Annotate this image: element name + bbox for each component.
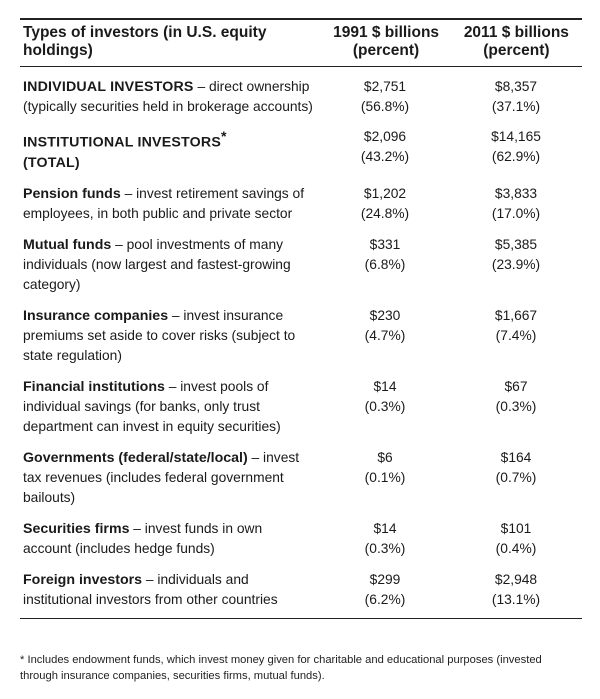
table-row [20,306,582,366]
percent-1991: (56.8%) [360,99,410,114]
row-category-total: (TOTAL) [23,154,80,171]
table-header-rule [20,66,582,67]
percent-1991: (6.8%) [364,256,406,272]
value-2011: $2,948 [494,571,538,587]
footnote-marker: * [221,129,227,145]
row-2011 [450,77,582,117]
percent-2011: (0.7%) [495,469,537,485]
row-description: – pool investments of many individuals (now largest and fastest-growing category) [23,236,291,292]
percent-1991: (0.3%) [364,398,406,414]
row-label [20,127,320,173]
row-1991 [320,519,450,559]
row-2011 [450,519,582,559]
table-row [20,377,582,437]
percent-2011: (0.3%) [495,398,537,414]
row-2011 [450,448,582,508]
value-2011: $101 [500,520,532,536]
value-1991: $6 [377,449,393,465]
row-label [20,306,320,366]
value-1991: $2,096 [363,129,407,144]
percent-2011: (17.0%) [491,205,541,221]
value-1991: $299 [369,571,401,587]
table-row [20,448,582,508]
percent-1991: (0.3%) [364,540,406,556]
row-label [20,184,320,224]
row-2011 [450,306,582,366]
percent-2011: (37.1%) [491,99,541,114]
value-1991: $331 [369,236,401,252]
row-2011 [450,570,582,610]
row-2011 [450,377,582,437]
row-label [20,235,320,295]
value-2011: $14,165 [491,129,541,144]
row-1991 [320,306,450,366]
table-row [20,570,582,610]
value-2011: $5,385 [494,236,538,252]
row-description: – invest pools of individual savings (for banks, only trust department can invest in equity securities) [23,378,281,434]
row-2011 [450,127,582,173]
row-description: – individuals and institutional investors from other countries [23,571,278,607]
row-label [20,448,320,508]
value-2011: $8,357 [494,79,538,94]
row-label [20,570,320,610]
row-category: Mutual funds [23,236,112,253]
row-1991 [320,184,450,224]
table-row [20,77,582,117]
header-2011-line1: 2011 $ billions [463,24,569,41]
value-2011: $1,667 [494,307,538,323]
row-1991 [320,127,450,173]
row-category: Insurance companies [23,307,169,324]
row-description: – direct ownership (typically securities held in brokerage accounts) [23,79,313,114]
row-description: – invest tax revenues (includes federal government bailouts) [23,449,300,505]
row-1991 [320,377,450,437]
row-category: INDIVIDUAL INVESTORS [23,79,194,95]
header-1991 [321,24,450,60]
table-row [20,519,582,559]
header-1991-line2: (percent) [352,42,420,59]
percent-2011: (0.4%) [495,540,537,556]
table-row [20,184,582,224]
row-2011 [450,235,582,295]
row-category: Securities firms [23,520,130,537]
value-1991: $14 [373,378,397,394]
row-2011 [450,184,582,224]
header-2011-line2: (percent) [483,42,550,59]
header-types: Types of investors (in U.S. equity holdings) [23,24,267,59]
header-1991-line1: 1991 $ billions [333,24,440,41]
value-2011: $164 [500,449,532,465]
row-1991 [320,77,450,117]
row-category: Pension funds [23,185,121,202]
row-category: Foreign investors [23,571,143,588]
row-1991 [320,570,450,610]
table-row [20,235,582,295]
percent-2011: (23.9%) [491,256,541,272]
table-bottom-rule [20,618,582,619]
header-2011 [451,24,582,60]
value-1991: $2,751 [363,79,407,94]
value-2011: $3,833 [494,185,538,201]
value-1991: $230 [369,307,401,323]
percent-1991: (24.8%) [360,205,410,221]
percent-1991: (6.2%) [364,591,406,607]
percent-2011: (62.9%) [491,149,541,164]
investor-table [20,18,582,619]
table-header [20,20,582,66]
percent-1991: (43.2%) [360,149,410,164]
row-1991 [320,448,450,508]
row-category: INSTITUTIONAL INVESTORS [23,134,221,151]
percent-2011: (13.1%) [491,591,541,607]
table-row [20,127,582,173]
row-category: Financial institutions [23,378,165,395]
percent-1991: (4.7%) [364,327,406,343]
value-2011: $67 [504,378,528,394]
row-category: Governments (federal/state/local) [23,449,248,466]
percent-1991: (0.1%) [364,469,406,485]
percent-2011: (7.4%) [495,327,537,343]
footnote: * Includes endowment funds, which invest money given for charitable and educational purposes (invested through insurance companies, securities firms, mutual funds). [20,654,542,682]
value-1991: $14 [373,520,397,536]
row-description: – invest funds in own account (includes hedge funds) [23,520,263,556]
row-label [20,377,320,437]
value-1991: $1,202 [363,185,407,201]
row-label [20,519,320,559]
row-1991 [320,235,450,295]
row-label [20,77,320,117]
row-description: – invest insurance premiums set aside to cover risks (subject to state regulation) [23,307,296,363]
row-description: – invest retirement savings of employees, in both public and private sector [23,185,305,221]
